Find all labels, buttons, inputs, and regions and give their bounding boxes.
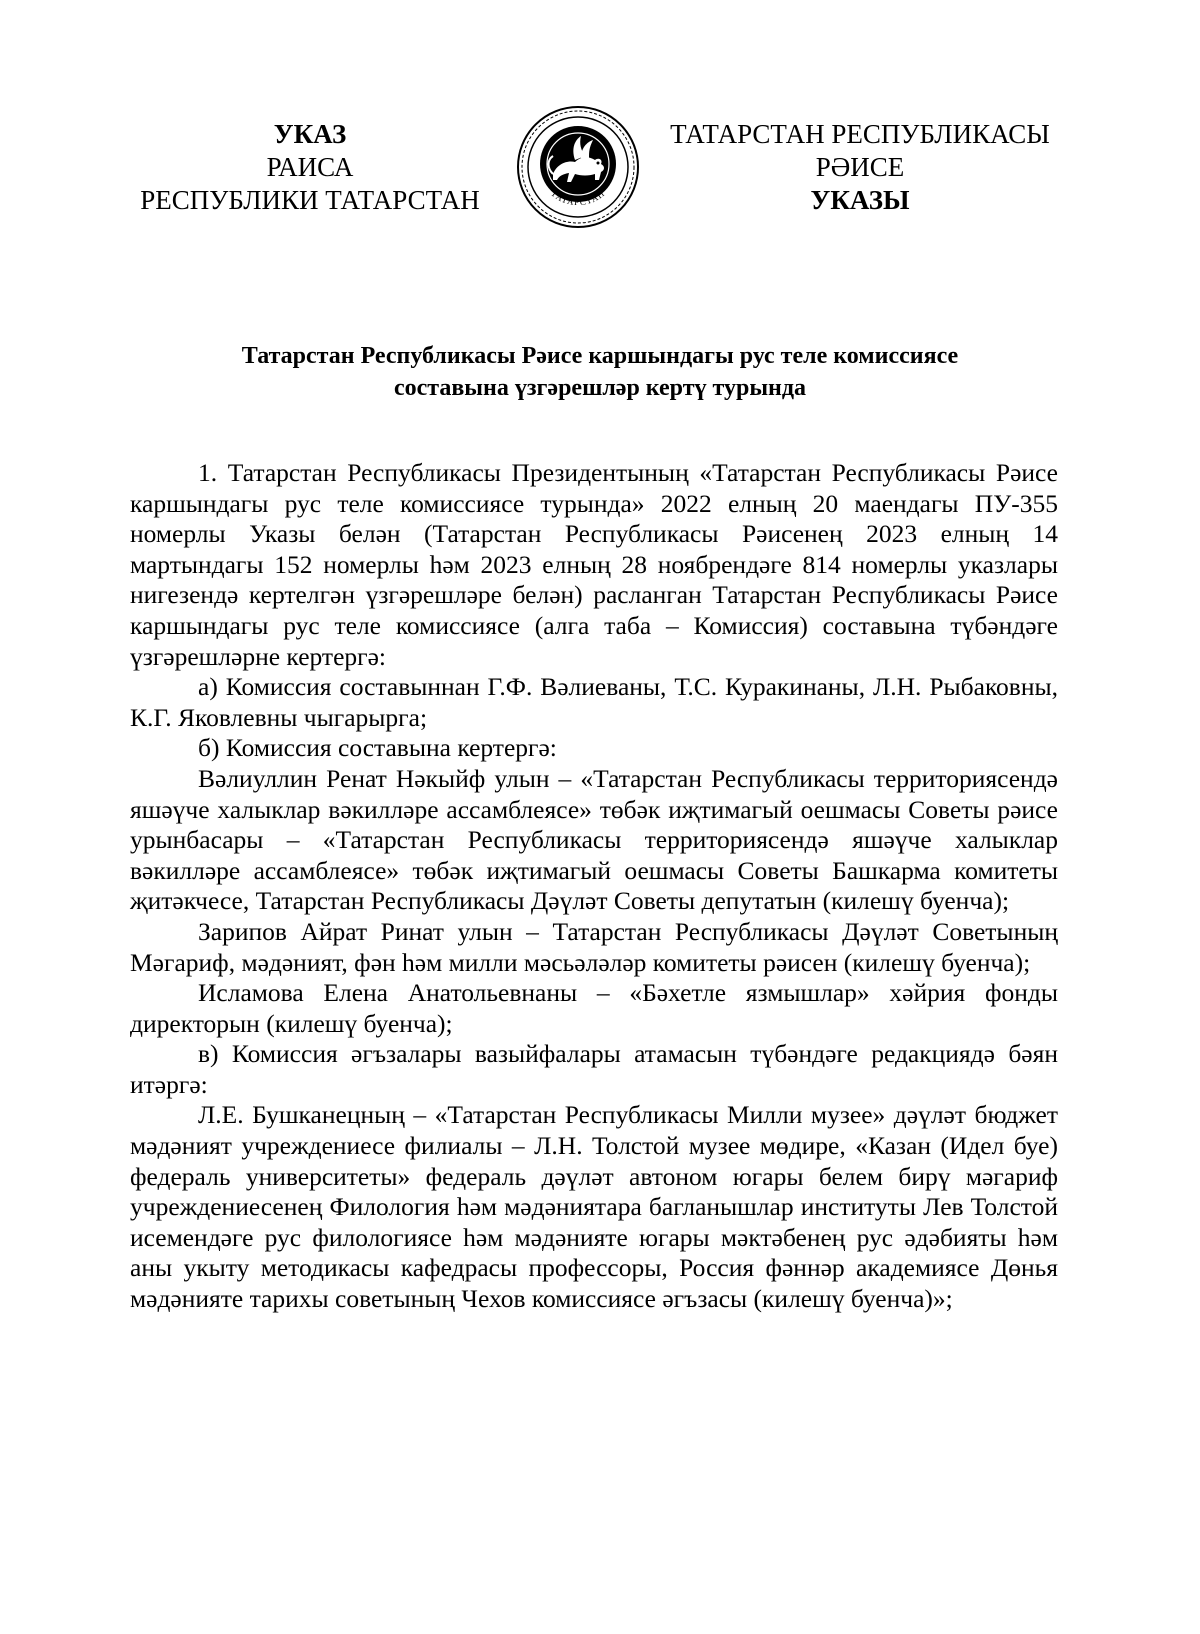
header-right-line3: УКАЗЫ [810,185,910,215]
paragraph-subitem-v: в) Комиссия әгъзалары вазыйфалары атамасын түбәндәге редакциядә бәян итәргә: [130,1039,1058,1099]
paragraph-zaripov: Зарипов Айрат Ринат улын – Татарстан Республикасы Дәүләт Советының Мәгариф, мәдәният, фән һәм милли мәсьәләләр комитеты рәисен (килешү буенча); [130,916,1058,977]
header-right-line1: ТАТАРСТАН РЕСПУБЛИКАСЫ [670,119,1050,149]
emblem-text: ТАТАРСТАН [549,188,607,208]
title-line1: Татарстан Республикасы Рәисе каршындагы рус теле комиссиясе [241,343,959,369]
paragraph-islamova: Исламова Елена Анатольевнаны – «Бәхетле язмышлар» хәйрия фонды директорын (килешү буенча); [130,978,1058,1038]
coat-of-arms-icon [515,104,641,230]
header-right-tatar [660,118,1060,217]
document-title [120,340,1080,404]
paragraph-item-1: 1. Татарстан Республикасы Президентының «Татарстан Республикасы Рәисе каршындагы рус теле комиссиясе турында» 2022 елның 20 маендагы ПУ-355 номерлы Указы белән (Татарстан Республикасы Рәисенең 2023 елның 14 мартындагы 152 номерлы һәм 2023 елның 28 ноябрендәге 814 номерлы указлары нигезендә кертелгән үзгәрешләре белән) расланган Татарстан Республикасы Рәисе каршындагы рус теле комиссиясе (алга таба – Комиссия) составына түбәндәге үзгәрешләрне кертергә: [130,458,1058,671]
title-line2: составына үзгәрешләр кертү турында [393,375,807,401]
document-header [0,118,1200,238]
document-body [130,458,1058,1315]
header-left-line2: РАИСА [266,152,354,182]
paragraph-subitem-a: а) Комиссия составыннан Г.Ф. Вәлиеваны, Т.С. Куракинаны, Л.Н. Рыбаковны, К.Г. Яковлевны чыгарырга; [130,672,1058,732]
paragraph-bushkanets: Л.Е. Бушканецның – «Татарстан Республикасы Милли музее» дәүләт бюджет мәдәният учреждениесе филиалы – Л.Н. Толстой музее мөдире, «Казан (Идел буе) федераль университеты» федераль дәүләт автоном югары белем бирү мәгариф учреждениесенең Филология һәм мәдәниятара багланышлар институты Лев Толстой исемендәге рус филологиясе һәм мәдәнияте югары мәктәбенең рус әдәбияты һәм аны укыту методикасы кафедрасы профессоры, Россия фәннәр академиясе Дөнья мәдәнияте тарихы советының Чехов комиссиясе әгъзасы (килешү буенча)»; [130,1100,1058,1314]
header-left-line3: РЕСПУБЛИКИ ТАТАРСТАН [140,185,480,215]
paragraph-valiullin: Вәлиуллин Ренат Нәкыйф улын – «Татарстан Республикасы территориясендә яшәүче халыклар вәкилләре ассамблеясе» төбәк иҗтимагый оешмасы Советы рәисе урынбасары – «Татарстан Республикасы территориясендә яшәүче халыклар вәкилләре ассамблеясе» төбәк иҗтимагый оешмасы Советы Башкарма комитеты җитәкчесе, Татарстан Республикасы Дәүләт Советы депутатын (килешү буенча); [130,763,1058,916]
header-left-russian [130,118,490,217]
paragraph-subitem-b: б) Комиссия составына кертергә: [198,733,557,763]
header-left-line1: УКАЗ [273,119,347,149]
header-right-line2: РӘИСЕ [815,152,905,182]
